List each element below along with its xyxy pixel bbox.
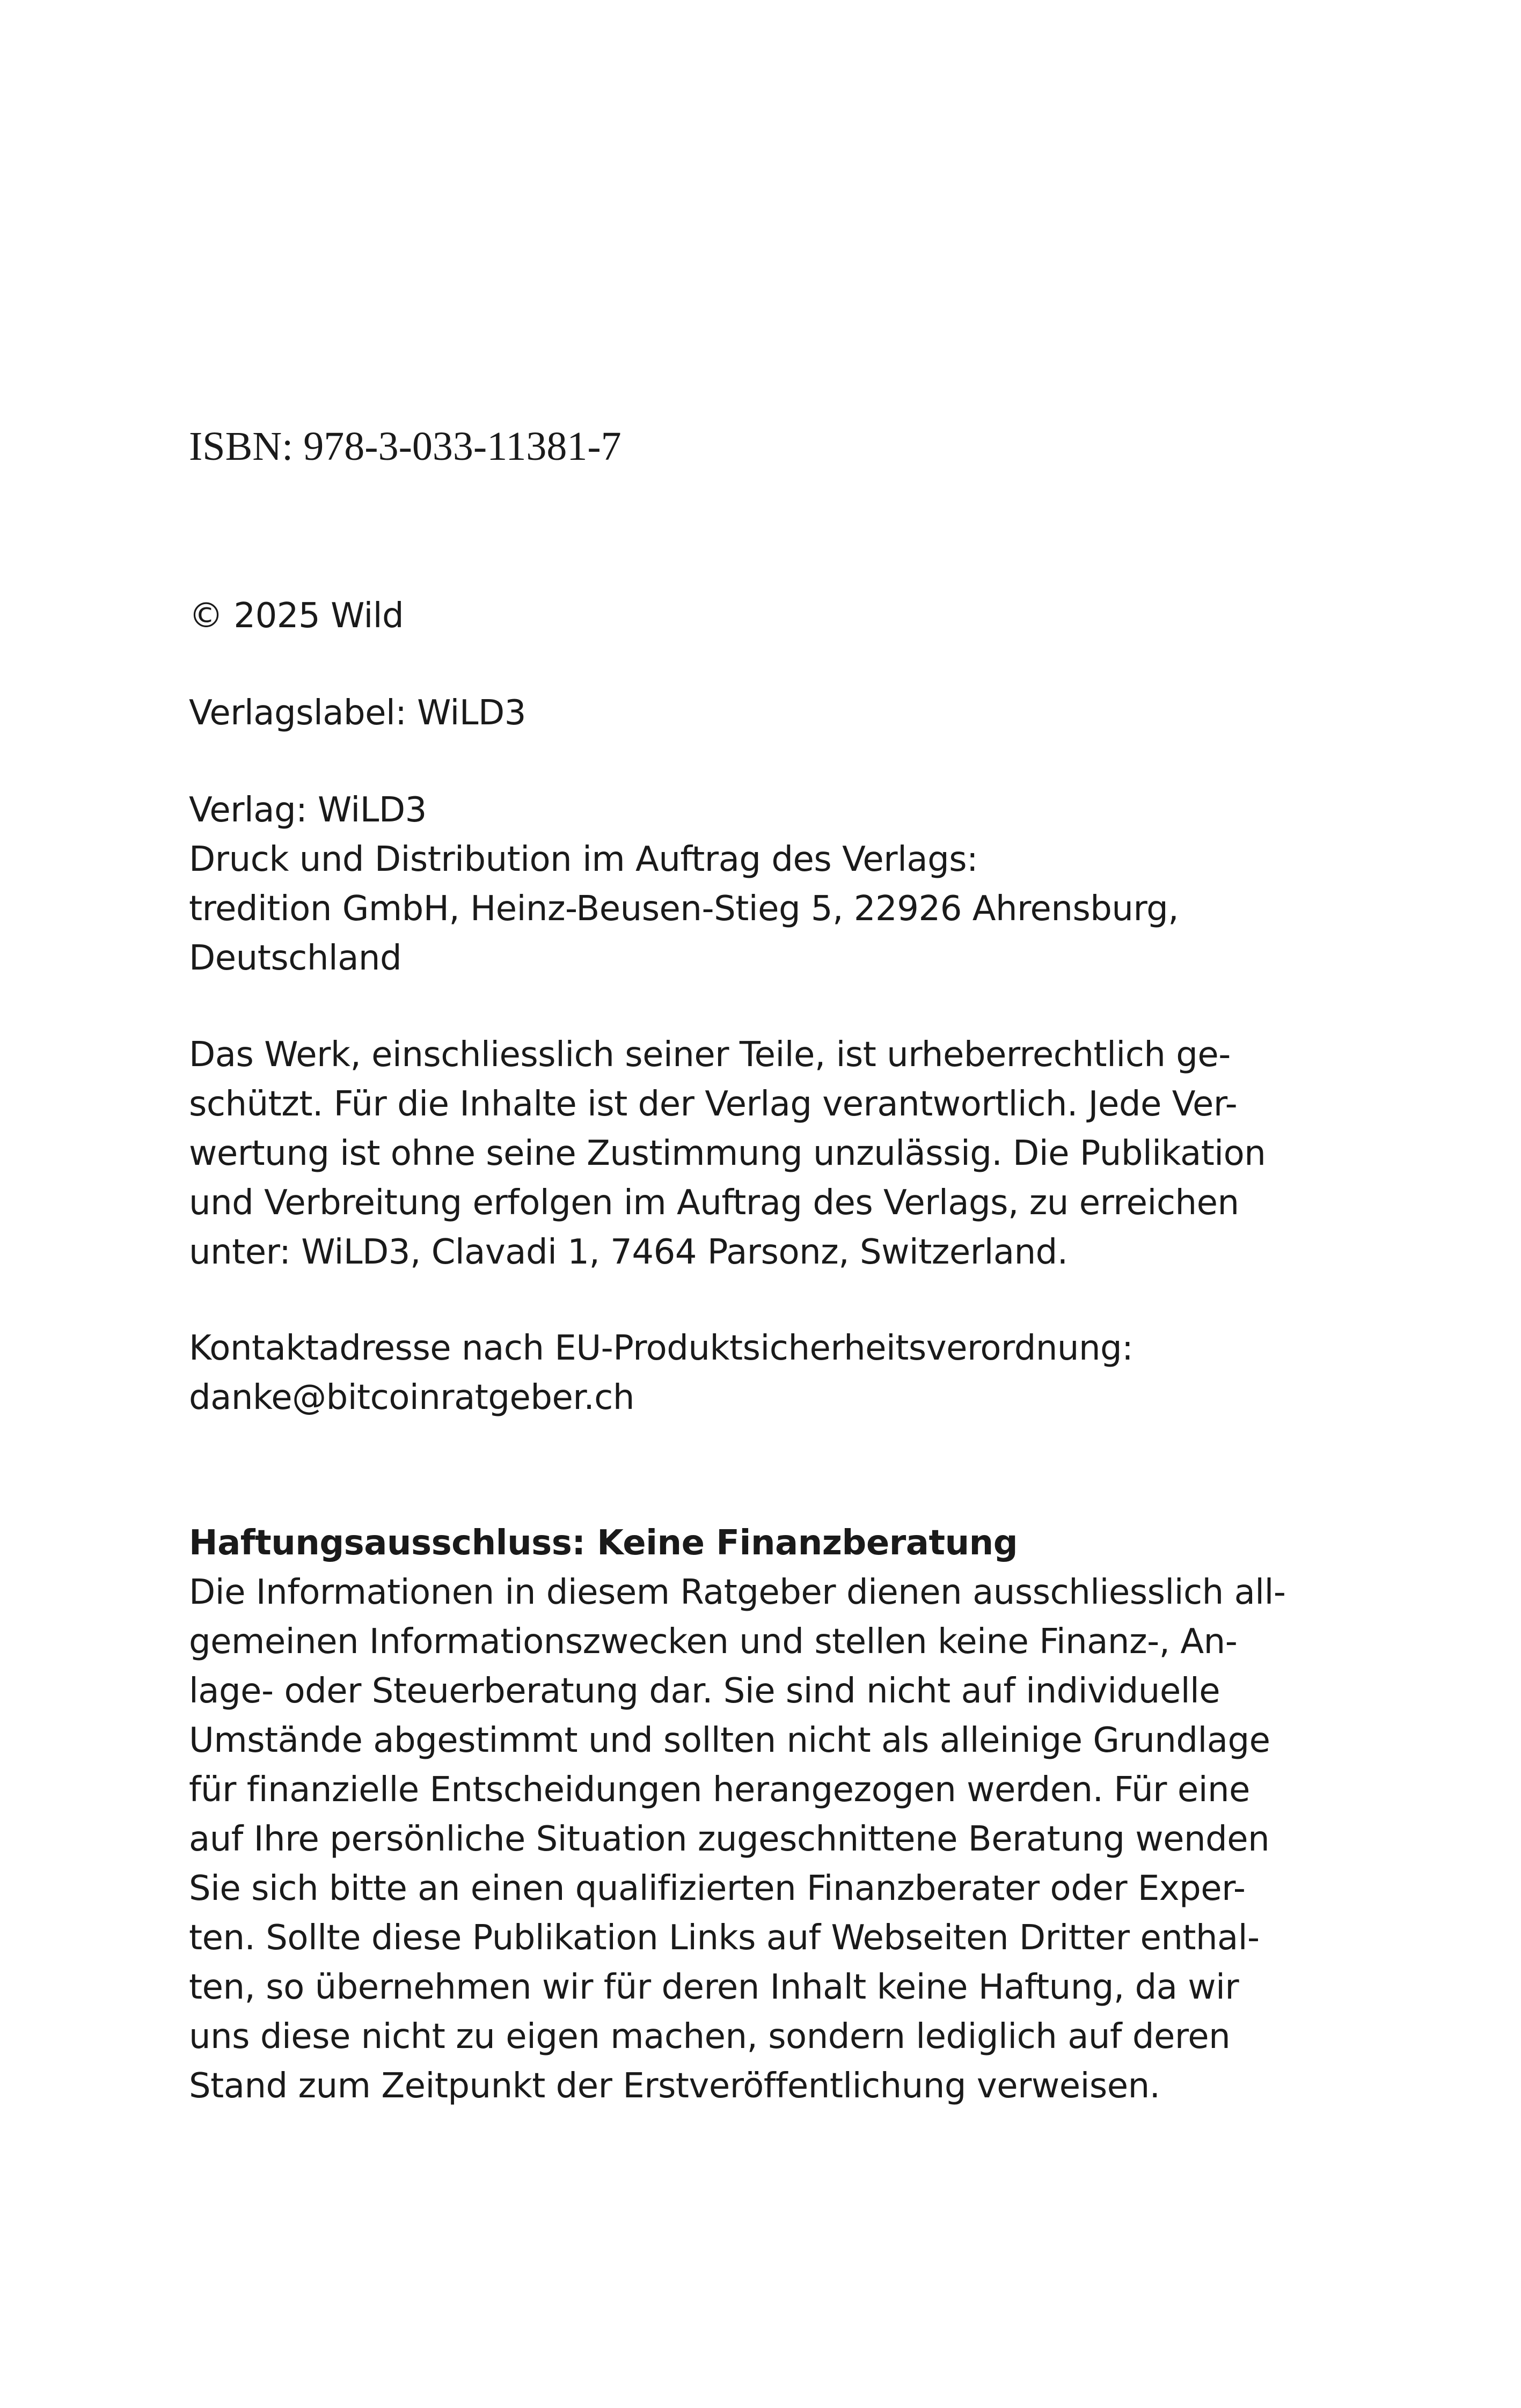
publisher-line: Verlag: WiLD3 — [189, 790, 427, 830]
copyright-statement-line: und Verbreitung erfolgen im Auftrag des Verlags, zu erreichen — [189, 1183, 1239, 1223]
publisher-info — [189, 785, 1179, 983]
publisher-line: Deutschland — [189, 938, 402, 978]
disclaimer — [189, 1518, 1285, 2111]
publisher-label — [189, 688, 526, 738]
contact-info — [189, 1324, 1133, 1422]
disclaimer-heading: Haftungsausschluss: Keine Finanzberatung — [189, 1523, 1018, 1563]
copyright-statement-line: wertung ist ohne seine Zustimmung unzulässig. Die Publikation — [189, 1134, 1266, 1173]
disclaimer-line: gemeinen Informationszwecken und stellen keine Finanz-, An- — [189, 1622, 1238, 1662]
isbn-line: ISBN: 978-3-033-11381-7 — [189, 424, 621, 469]
publisher-line: Druck und Distribution im Auftrag des Verlags: — [189, 840, 978, 879]
disclaimer-line: Die Informationen in diesem Ratgeber dienen ausschliesslich all- — [189, 1573, 1286, 1612]
disclaimer-line: uns diese nicht zu eigen machen, sondern lediglich auf deren — [189, 2017, 1231, 2057]
contact-line: Kontaktadresse nach EU-Produktsicherheitsverordnung: — [189, 1328, 1134, 1368]
disclaimer-line: lage- oder Steuerberatung dar. Sie sind nicht auf individuelle — [189, 1671, 1220, 1711]
contact-email: danke@bitcoinratgeber.ch — [189, 1378, 634, 1418]
disclaimer-line: Umstände abgestimmt und sollten nicht als alleinige Grundlage — [189, 1721, 1270, 1760]
copyright-line: © 2025 Wild — [189, 596, 404, 636]
disclaimer-line: Stand zum Zeitpunkt der Erstveröffentlichung verweisen. — [189, 2066, 1160, 2106]
disclaimer-line: ten. Sollte diese Publikation Links auf Webseiten Dritter enthal- — [189, 1918, 1260, 1958]
copyright-statement — [189, 1030, 1266, 1277]
disclaimer-line: ten, so übernehmen wir für deren Inhalt keine Haftung, da wir — [189, 1967, 1239, 2007]
publisher-line: tredition GmbH, Heinz-Beusen-Stieg 5, 22926 Ahrensburg, — [189, 889, 1179, 929]
copyright-statement-line: schützt. Für die Inhalte ist der Verlag verantwortlich. Jede Ver- — [189, 1084, 1238, 1124]
publisher-label-line: Verlagslabel: WiLD3 — [189, 693, 526, 733]
disclaimer-line: für finanzielle Entscheidungen herangezogen werden. Für eine — [189, 1770, 1250, 1810]
copyright-statement-line: unter: WiLD3, Clavadi 1, 7464 Parsonz, Switzerland. — [189, 1232, 1068, 1272]
copyright-notice — [189, 591, 404, 641]
disclaimer-line: Sie sich bitte an einen qualifizierten Finanzberater oder Exper- — [189, 1869, 1246, 1908]
disclaimer-line: auf Ihre persönliche Situation zugeschnittene Beratung wenden — [189, 1819, 1270, 1859]
copyright-statement-line: Das Werk, einschliesslich seiner Teile, ist urheberrechtlich ge- — [189, 1035, 1231, 1075]
